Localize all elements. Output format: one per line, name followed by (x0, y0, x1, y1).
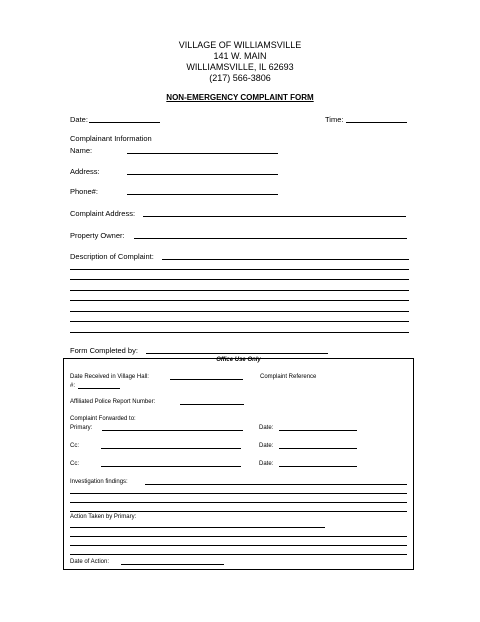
address-label: Address: (70, 167, 100, 176)
primary-date-field[interactable] (279, 430, 357, 431)
completed-by-label: Form Completed by: (70, 346, 138, 355)
date-received-label: Date Received in Village Hall: (70, 374, 149, 380)
date-of-action-label: Date of Action: (70, 559, 110, 565)
investigation-line[interactable] (145, 484, 407, 485)
name-label: Name: (70, 146, 93, 155)
date-received-field[interactable] (170, 379, 243, 380)
complaint-address-field[interactable] (143, 216, 406, 217)
completed-by-field[interactable] (146, 353, 328, 354)
cc1-date-label: Date: (259, 443, 274, 449)
complaint-address-label: Complaint Address: (70, 209, 136, 218)
description-line[interactable] (70, 321, 409, 322)
investigation-label: Investigation findings: (70, 479, 128, 485)
date-field[interactable] (89, 122, 160, 123)
primary-label: Primary: (70, 425, 93, 431)
action-taken-line[interactable] (70, 536, 407, 537)
cc1-date-field[interactable] (279, 448, 357, 449)
village-name: VILLAGE OF WILLIAMSVILLE (178, 40, 302, 50)
investigation-line[interactable] (70, 493, 407, 494)
phone-field[interactable] (127, 194, 278, 195)
primary-field[interactable] (102, 430, 243, 431)
description-line[interactable] (70, 311, 409, 312)
complaint-reference-number-label: #: (70, 383, 76, 389)
time-label: Time: (325, 115, 344, 124)
description-line[interactable] (70, 279, 409, 280)
action-taken-label: Action Taken by Primary: (70, 514, 137, 520)
police-report-label: Affiliated Police Report Number: (70, 399, 156, 405)
investigation-line[interactable] (70, 511, 407, 512)
village-city: WILLIAMSVILLE, IL 62693 (186, 62, 294, 72)
name-field[interactable] (127, 153, 278, 154)
cc2-label: Cc: (70, 461, 79, 467)
village-street: 141 W. MAIN (213, 51, 267, 61)
cc1-field[interactable] (101, 448, 241, 449)
action-taken-line[interactable] (70, 554, 407, 555)
cc1-label: Cc: (70, 443, 79, 449)
date-label: Date: (70, 115, 88, 124)
office-use-box (63, 358, 414, 570)
cc2-date-field[interactable] (279, 466, 357, 467)
date-of-action-field[interactable] (121, 564, 224, 565)
complaint-reference-field[interactable] (78, 388, 120, 389)
phone-label: Phone#: (70, 187, 98, 196)
action-taken-line[interactable] (70, 545, 407, 546)
primary-date-label: Date: (259, 425, 274, 431)
complaint-reference-label: Complaint Reference (260, 374, 317, 380)
time-field[interactable] (346, 122, 407, 123)
description-line[interactable] (70, 290, 409, 291)
forwarded-to-label: Complaint Forwarded to: (70, 416, 136, 422)
police-report-field[interactable] (180, 404, 244, 405)
property-owner-field[interactable] (134, 238, 407, 239)
complainant-section-heading: Complainant Information (70, 134, 152, 143)
description-line[interactable] (70, 332, 409, 333)
cc2-field[interactable] (101, 466, 241, 467)
form-title: NON-EMERGENCY COMPLAINT FORM (166, 93, 314, 102)
cc2-date-label: Date: (259, 461, 274, 467)
action-taken-line[interactable] (70, 527, 325, 528)
village-phone: (217) 566-3806 (209, 73, 271, 83)
description-line[interactable] (162, 259, 409, 260)
description-line[interactable] (70, 300, 409, 301)
property-owner-label: Property Owner: (70, 231, 125, 240)
description-line[interactable] (70, 269, 409, 270)
investigation-line[interactable] (70, 502, 407, 503)
description-label: Description of Complaint: (70, 252, 154, 261)
address-field[interactable] (127, 174, 278, 175)
office-use-heading: Office Use Only (216, 357, 261, 363)
